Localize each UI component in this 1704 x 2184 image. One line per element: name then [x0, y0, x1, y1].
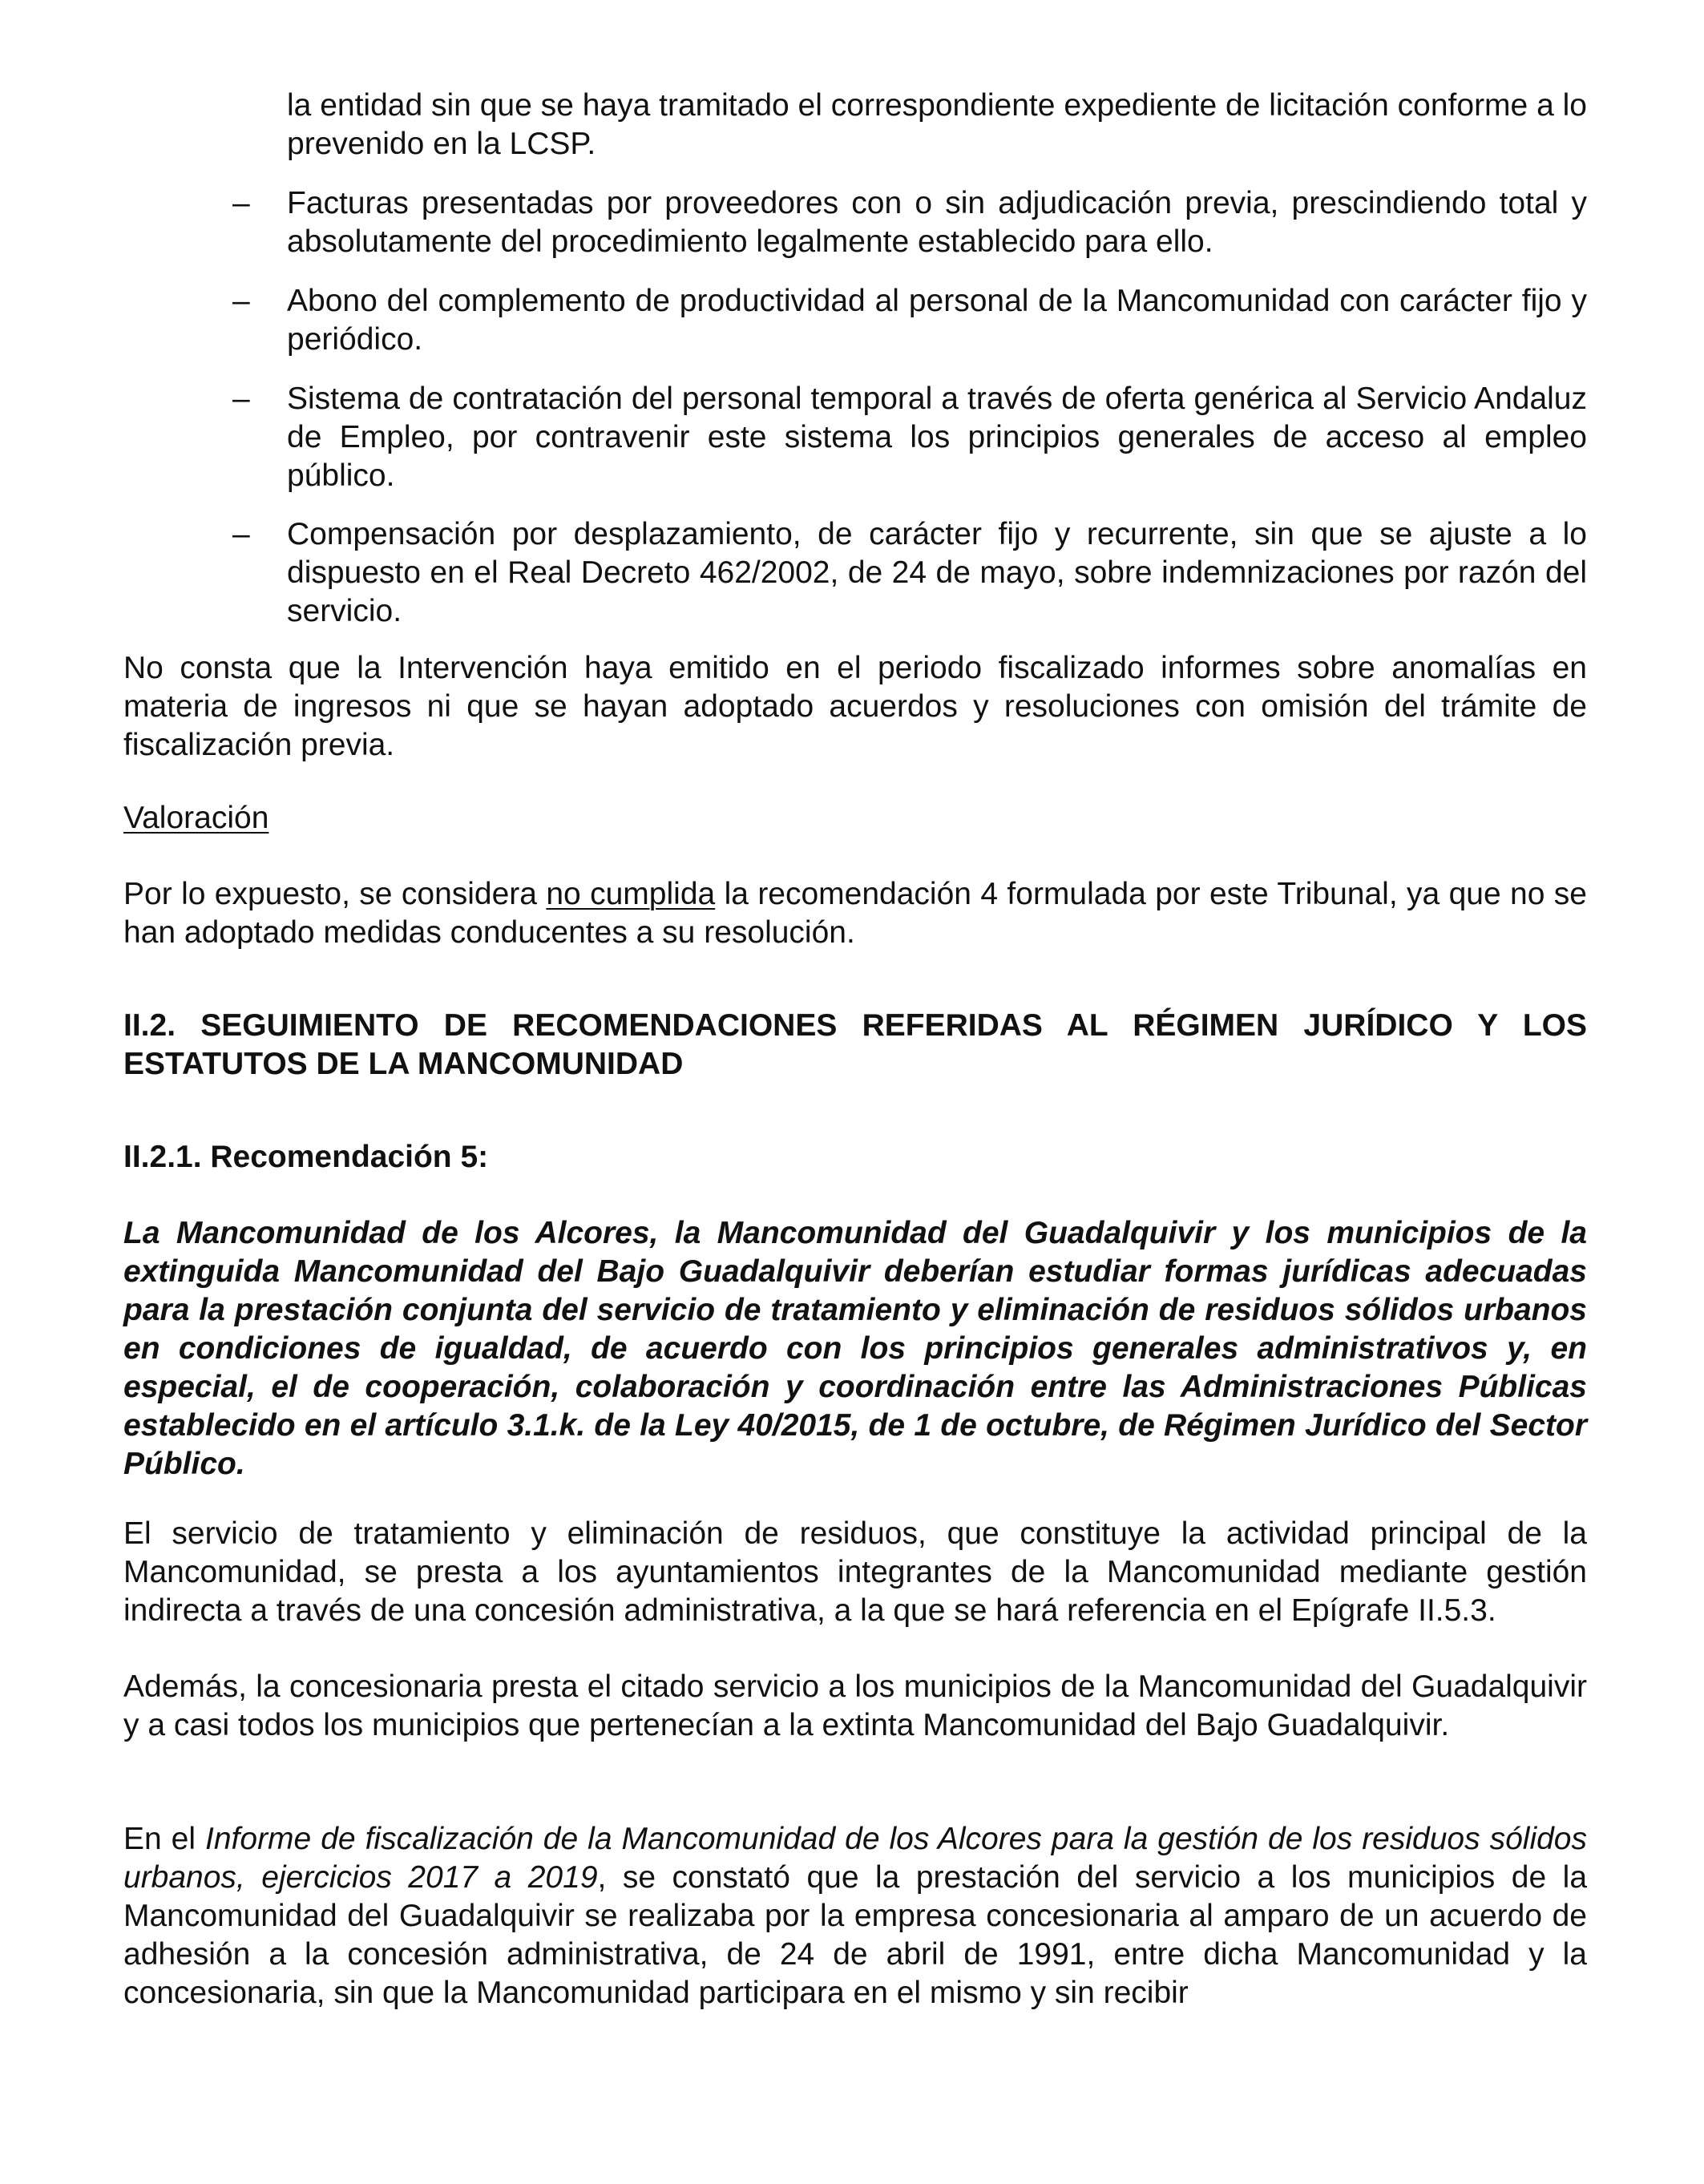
- paragraph-informe: [123, 1820, 1587, 2012]
- valoracion-heading: [123, 799, 1587, 838]
- paragraph-ademas: Además, la concesionaria presta el citado servicio a los municipios de la Mancomunidad del Guadalquivir y a casi todos los municipios que pertenecían a la extinta Mancomunidad del Bajo Guadalquivir.: [123, 1669, 1587, 1742]
- continuation-paragraph: la entidad sin que se haya tramitado el correspondiente expediente de licitación conforme a lo prevenido en la LCSP.: [287, 88, 1587, 161]
- valoracion-heading-text: Valoración: [123, 801, 269, 835]
- valoracion-text-after: la recomendación 4 formulada por este Tribunal, ya que no se han adoptado medidas conducentes a su resolución.: [123, 877, 1588, 950]
- section-heading: II.2. SEGUIMIENTO DE RECOMENDACIONES REFERIDAS AL RÉGIMEN JURÍDICO Y LOS ESTATUTOS DE LA MANCOMUNIDAD: [123, 1008, 1587, 1081]
- bullet-dash: –: [232, 517, 250, 551]
- bullet-dash: –: [232, 186, 250, 220]
- list-item-text: Compensación por desplazamiento, de carácter fijo y recurrente, sin que se ajuste a lo dispuesto en el Real Decreto 462/2002, de 24 de mayo, sobre indemnizaciones por razón del servicio.: [287, 517, 1587, 628]
- recommendation-text: La Mancomunidad de los Alcores, la Mancomunidad del Guadalquivir y los municipios de la extinguida Mancomunidad del Bajo Guadalquivir deberían estudiar formas jurídicas adecuadas para la prestación conjunta del servicio de tratamiento y eliminación de residuos sólidos urbanos en condiciones de igualdad, de acuerdo con los principios generales administrativos y, en especial, el de cooperación, colaboración y coordinación entre las Administraciones Públicas establecido en el artículo 3.1.k. de la Ley 40/2015, de 1 de octubre, de Régimen Jurídico del Sector Público.: [123, 1216, 1587, 1481]
- bullet-dash: –: [232, 381, 250, 416]
- informe-report-title: Informe de fiscalización de la Mancomunidad de los Alcores para la gestión de los residuos sólidos urbanos, ejercicios 2017 a 2019: [123, 1822, 1587, 1895]
- subsection-heading: II.2.1. Recomendación 5:: [123, 1140, 489, 1174]
- valoracion-text-before: Por lo expuesto, se considera: [123, 877, 547, 911]
- paragraph-servicio: El servicio de tratamiento y eliminación de residuos, que constituye la actividad principal de la Mancomunidad, se presta a los ayuntamientos integrantes de la Mancomunidad mediante gestión indirecta a través de una concesión administrativa, a la que se hará referencia en el Epígrafe II.5.3.: [123, 1516, 1587, 1628]
- valoracion-verdict: no cumplida: [546, 877, 716, 911]
- list-item-text: Sistema de contratación del personal temporal a través de oferta genérica al Servicio Andaluz de Empleo, por contravenir este sistema los principios generales de acceso al empleo público.: [287, 381, 1587, 493]
- list-item-text: Abono del complemento de productividad al personal de la Mancomunidad con carácter fijo y periódico.: [287, 284, 1587, 357]
- informe-text-before: En el: [123, 1822, 206, 1856]
- informe-text-after: , se constató que la prestación del servicio a los municipios de la Mancomunidad del Guadalquivir se realizaba por la empresa concesionaria al amparo de un acuerdo de adhesión a la concesión administrativa, de 24 de abril de 1991, entre dicha Mancomunidad y la concesionaria, sin que la Mancomunidad participara en el mismo y sin recibir: [123, 1860, 1588, 2010]
- valoracion-paragraph: [123, 875, 1587, 952]
- paragraph-no-consta: No consta que la Intervención haya emitido en el periodo fiscalizado informes sobre anomalías en materia de ingresos ni que se hayan adoptado acuerdos y resoluciones con omisión del trámite de fiscalización previa.: [123, 651, 1587, 762]
- bullet-dash: –: [232, 284, 250, 318]
- list-item-text: Facturas presentadas por proveedores con o sin adjudicación previa, prescindiendo total y absolutamente del procedimiento legalmente establecido para ello.: [287, 186, 1587, 259]
